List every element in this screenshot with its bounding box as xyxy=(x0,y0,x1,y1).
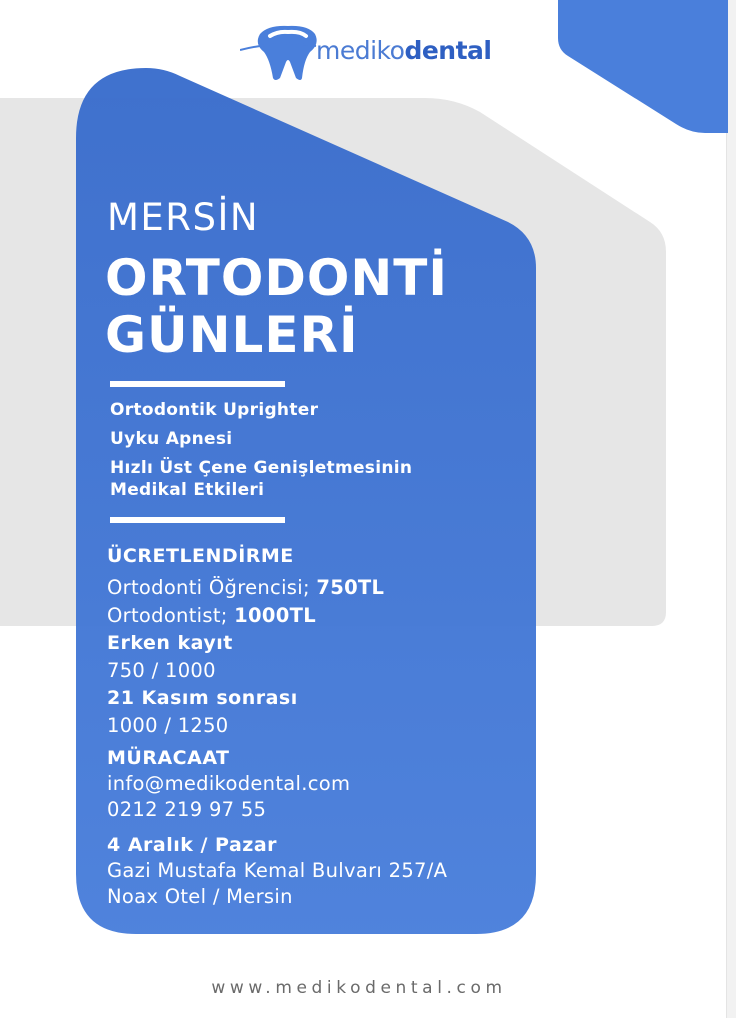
contact-phone[interactable]: 0212 219 97 55 xyxy=(107,798,267,821)
price-student-label: Ortodonti Öğrencisi; xyxy=(107,576,317,599)
event-address-line1: Gazi Mustafa Kemal Bulvarı 257/A xyxy=(107,859,448,882)
event-title-line1: ORTODONTİ xyxy=(105,249,448,307)
website-link[interactable]: www.medikodental.com xyxy=(211,978,507,998)
price-orthodontist-value: 1000TL xyxy=(234,604,316,627)
topic-item: Ortodontik Uprighter xyxy=(110,400,319,420)
event-city: MERSİN xyxy=(107,196,260,239)
topic-item: Hızlı Üst Çene Genişletmesinin xyxy=(110,458,413,478)
contact-email[interactable]: info@medikodental.com xyxy=(107,772,351,795)
event-address-line2: Noax Otel / Mersin xyxy=(107,885,293,908)
topic-item: Medikal Etkileri xyxy=(110,480,265,500)
divider-top xyxy=(110,381,285,387)
price-student-value: 750TL xyxy=(316,576,385,599)
price-student xyxy=(107,576,384,599)
pricing-heading: ÜCRETLENDİRME xyxy=(107,545,294,567)
early-registration-heading: Erken kayıt xyxy=(107,632,233,654)
price-orthodontist xyxy=(107,604,316,627)
early-registration-value: 750 / 1000 xyxy=(107,659,216,682)
price-orthodontist-label: Ortodontist; xyxy=(107,604,235,627)
brand-logo xyxy=(316,38,491,63)
logo-text-part1: mediko xyxy=(316,36,405,65)
event-date: 4 Aralık / Pazar xyxy=(107,834,278,856)
late-registration-value: 1000 / 1250 xyxy=(107,714,229,737)
late-registration-heading: 21 Kasım sonrası xyxy=(107,687,298,709)
logo-text-part2: dental xyxy=(404,36,492,65)
event-title-line2: GÜNLERİ xyxy=(105,306,359,364)
divider-bottom xyxy=(110,517,285,523)
topic-item: Uyku Apnesi xyxy=(110,429,233,449)
contact-heading: MÜRACAAT xyxy=(107,747,230,769)
